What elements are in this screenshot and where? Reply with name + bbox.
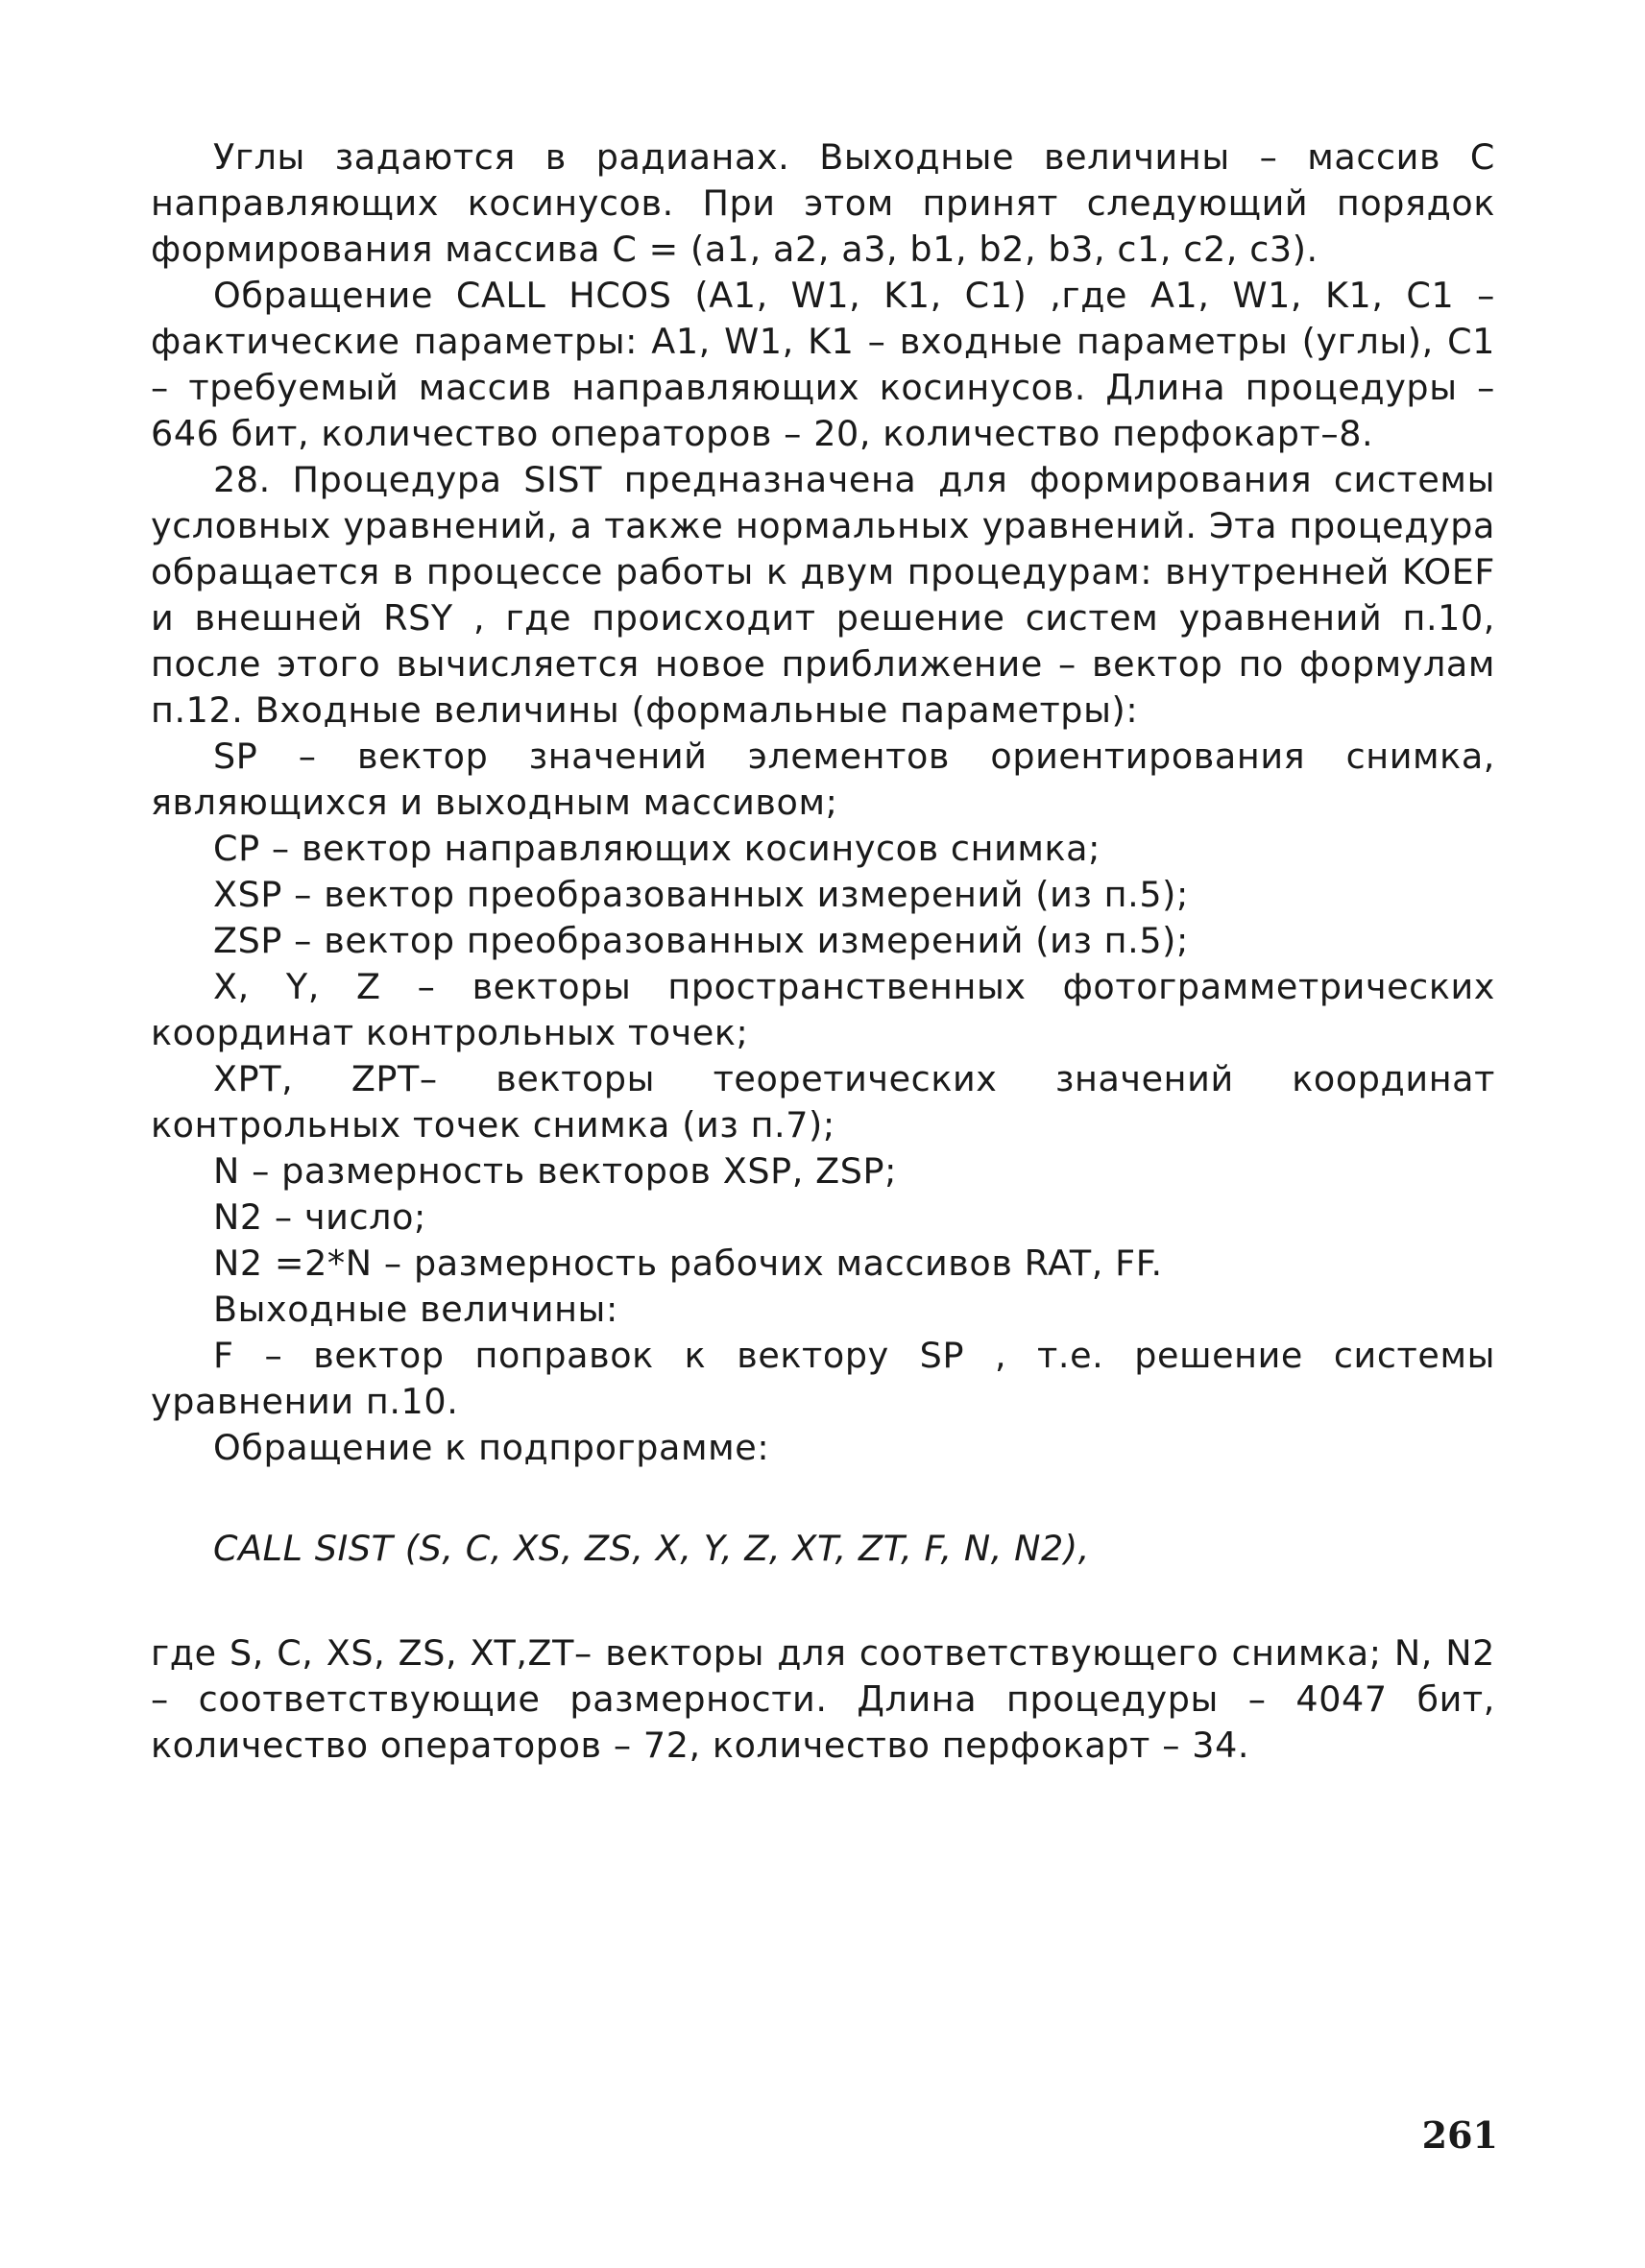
- param-xsp: XSP – вектор преобразованных измерений (из п.5);: [213, 874, 1189, 915]
- param-xyz: X, Y, Z – векторы пространственных фотограмметрических координат контрольных точек;: [151, 966, 1495, 1053]
- param-n2-definition: N2 =2*N – размерность рабочих массивов RAT, FF.: [213, 1243, 1163, 1284]
- paragraph-hcos-call: Обращение CALL HCOS (A1, W1, K1, C1) ,где A1, W1, K1, C1 – фактические параметры: A1, W1, K1 – входные параметры (углы), C1 – требуемый массив направляющих косинусов. Длина процедуры – 646 бит, количество операторов – 20, количество перфокарт–8.: [151, 275, 1495, 454]
- paragraph-angles: Углы задаются в радианах. Выходные величины – массив C направляющих косинусов. При этом принят следующий порядок формирования массива C = (a1, a2, a3, b1, b2, b3, c1, c2, c3).: [151, 136, 1495, 270]
- sist-call-statement: CALL SIST (S, C, XS, ZS, X, Y, Z, XT, ZT, F, N, N2),: [213, 1528, 1090, 1569]
- body-text: [151, 134, 1495, 1769]
- param-xpt-zpt: XPT, ZPT– векторы теоретических значений координат контрольных точек снимка (из п.7);: [151, 1058, 1495, 1146]
- output-f: F – вектор поправок к вектору SP , т.е. решение системы уравнении п.10.: [151, 1335, 1495, 1422]
- page-number: 261: [1421, 2113, 1498, 2157]
- param-n: N – размерность векторов XSP, ZSP;: [213, 1150, 897, 1192]
- param-sp: SP – вектор значений элементов ориентирования снимка, являющихся и выходным массивом;: [151, 736, 1495, 823]
- subroutine-call-heading: Обращение к подпрограмме:: [213, 1427, 770, 1468]
- param-zsp: ZSP – вектор преобразованных измерений (из п.5);: [213, 920, 1189, 961]
- param-cp: CP – вектор направляющих косинусов снимка;: [213, 828, 1101, 869]
- paragraph-sist-procedure: 28. Процедура SIST предназначена для формирования системы условных уравнений, а также нормальных уравнений. Эта процедура обращается в процессе работы к двум процедурам: внутренней KOEF и внешней RSY , где происходит решение систем уравнений п.10, после этого вычисляется новое приближение – вектор по формулам п.12. Входные величины (формальные параметры):: [151, 459, 1495, 731]
- output-heading: Выходные величины:: [213, 1289, 618, 1330]
- param-n2: N2 – число;: [213, 1196, 426, 1238]
- paragraph-where: где S, C, XS, ZS, XT,ZT– векторы для соответствующего снимка; N, N2 – соответствующие размерности. Длина процедуры – 4047 бит, количество операторов – 72, количество перфокарт – 34.: [151, 1632, 1495, 1766]
